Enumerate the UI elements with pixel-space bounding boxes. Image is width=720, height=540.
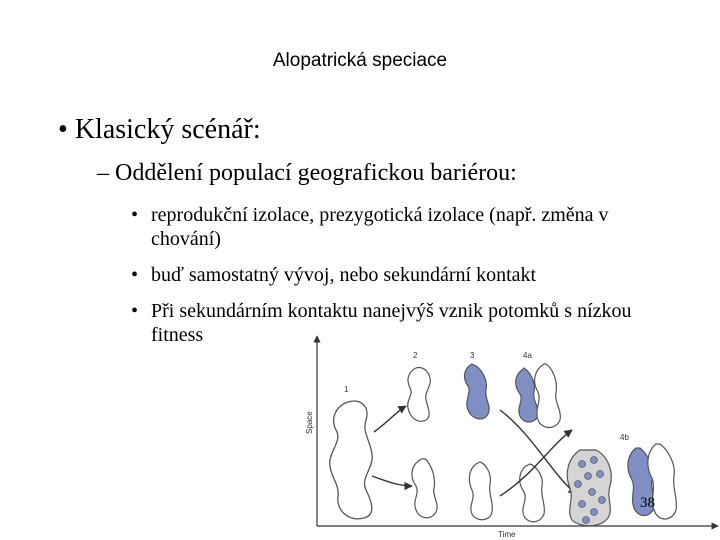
bullet-dot: •: [58, 114, 75, 145]
arrow-split-up: [374, 406, 406, 432]
population-shape-stage1: [330, 401, 372, 519]
bullet-level2: [97, 160, 517, 187]
page-number: 38: [640, 495, 655, 511]
population-shape-stage2-upper: [408, 367, 431, 421]
population-shape-stage4a-lower: [520, 464, 545, 522]
bullet-level1: [58, 114, 261, 146]
bullet-level3-item: [131, 203, 671, 251]
stage-label-3: 3: [470, 351, 475, 360]
bullet-level3-text: buď samostatný vývoj, nebo sekundární kontakt: [151, 264, 537, 286]
bullet-level3-item: [131, 263, 671, 287]
bullet-level3-text: reprodukční izolace, prezygotická izolace (např. změna v chování): [151, 204, 609, 250]
population-shape-stage2-lower: [412, 459, 437, 518]
population-shape-stage3-lower: [469, 462, 492, 520]
bullet-level1-text: Klasický scénář:: [74, 114, 261, 145]
population-shape-stage4a-upper-right: [535, 364, 561, 428]
dash-marker: –: [97, 160, 109, 186]
stage-label-1: 1: [344, 385, 349, 394]
speciation-figure: [300, 334, 720, 540]
x-axis-label: Time: [498, 530, 516, 539]
bullet-level2-text: Oddělení populací geografickou bariérou:: [115, 160, 517, 186]
bullet-dot: •: [131, 264, 139, 286]
stage-label-4b: 4b: [620, 433, 629, 442]
population-shape-stage3-upper: [465, 364, 490, 419]
population-shape-stage4b-hybrid: [567, 450, 611, 526]
stage-label-2: 2: [413, 351, 418, 360]
bullet-level3-text: Při sekundárním kontaktu nanejvýš vznik potomků s nízkou fitness: [151, 300, 632, 346]
bullet-dot: •: [131, 300, 139, 322]
bullet-dot: •: [131, 204, 139, 226]
arrow-split-down: [372, 476, 412, 486]
stage-label-4a: 4a: [523, 351, 532, 360]
slide-title: Alopatrická speciace: [272, 50, 448, 71]
y-axis-label: Space: [305, 411, 314, 434]
